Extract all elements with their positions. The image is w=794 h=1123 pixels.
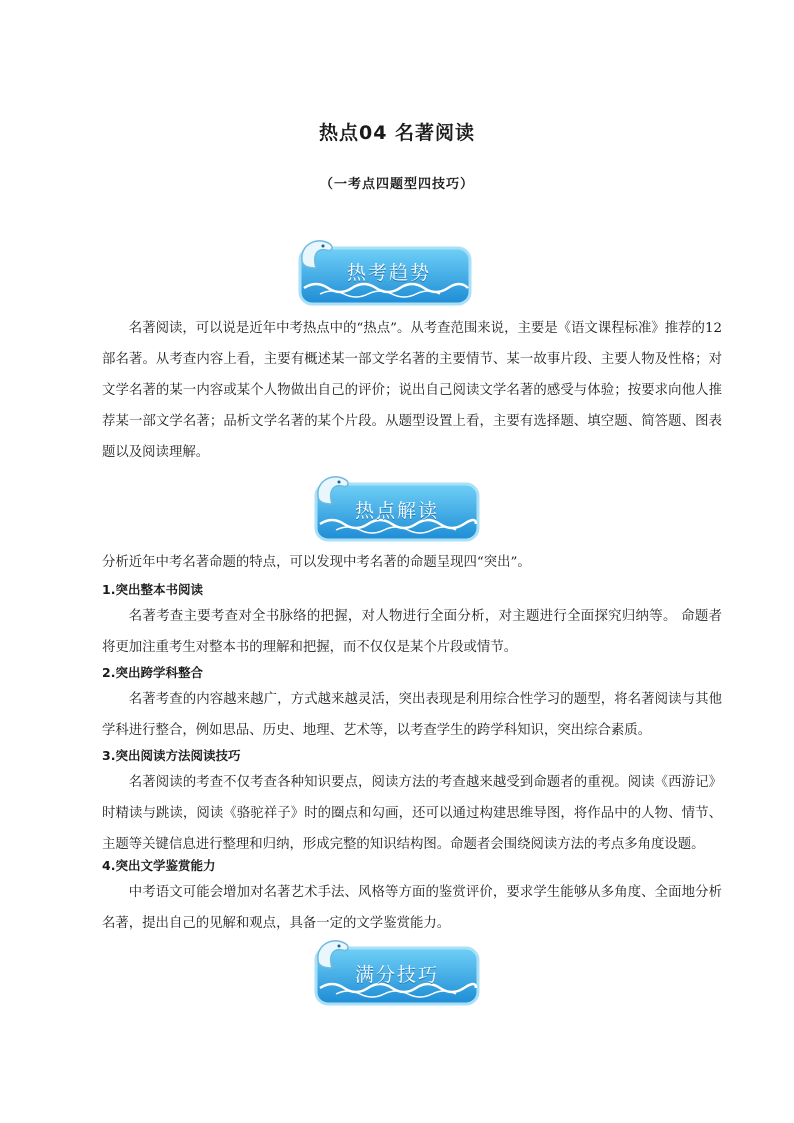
section-badge-reading bbox=[312, 474, 498, 538]
point-body: 名著考查主要考查对全书脉络的把握，对人物进行全面分析，对主题进行全面探究归纳等。 命题者将更加注重考生对整本书的理解和把握，而不仅仅是某个片段或情节。 bbox=[102, 609, 722, 655]
intro-paragraph: 名著阅读，可以说是近年中考热点中的“热点”。从考查范围来说，主要是《语文课程标准》推荐的12部名著。从考查内容上看，主要有概述某一部文学名著的主要情节、某一故事片段、主要人物及性格；对文学名著的某一内容或某个人物做出自己的评价；说出自己阅读文学名著的感受与体验；按要求向他人推荐某一部文学名著；品析文学名著的某个片段。从题型设置上看，主要有选择题、填空题、简答题、图表题以及阅读理解。 bbox=[102, 321, 722, 460]
point-body: 中考语文可能会增加对名著艺术手法、风格等方面的鉴赏评价，要求学生能够从多角度、全面地分析名著，提出自己的见解和观点，具备一定的文学鉴赏能力。 bbox=[102, 885, 722, 931]
badge-label: 热点解读 bbox=[354, 500, 439, 522]
analysis-intro: 分析近年中考名著命题的特点，可以发现中考名著的命题呈现四“突出”。 bbox=[102, 555, 531, 570]
point-heading: 1.突出整本书阅读 bbox=[102, 582, 203, 597]
section-badge-trend bbox=[296, 238, 482, 302]
point-heading: 3.突出阅读方法阅读技巧 bbox=[102, 748, 241, 763]
page-title: 热点04 名著阅读 bbox=[318, 122, 476, 144]
point-heading: 4.突出文学鉴赏能力 bbox=[102, 858, 216, 873]
point-heading: 2.突出跨学科整合 bbox=[102, 665, 203, 680]
badge-label: 满分技巧 bbox=[354, 964, 439, 986]
point-body: 名著考查的内容越来越广，方式越来越灵活，突出表现是利用综合性学习的题型，将名著阅读与其他学科进行整合，例如思品、历史、地理、艺术等，以考查学生的跨学科知识，突出综合素质。 bbox=[102, 692, 722, 738]
section-badge-skills bbox=[312, 938, 498, 1002]
badge-label: 热考趋势 bbox=[346, 262, 431, 284]
page-subtitle: （一考点四题型四技巧） bbox=[319, 177, 474, 192]
point-body: 名著阅读的考查不仅考查各种知识要点，阅读方法的考查越来越受到命题者的重视。阅读《西游记》时精读与跳读，阅读《骆驼祥子》时的圈点和勾画，还可以通过构建思维导图，将作品中的人物、情节、主题等关键信息进行整理和归纳，形成完整的知识结构图。命题者会围绕阅读方法的考点多角度设题。 bbox=[102, 775, 722, 852]
